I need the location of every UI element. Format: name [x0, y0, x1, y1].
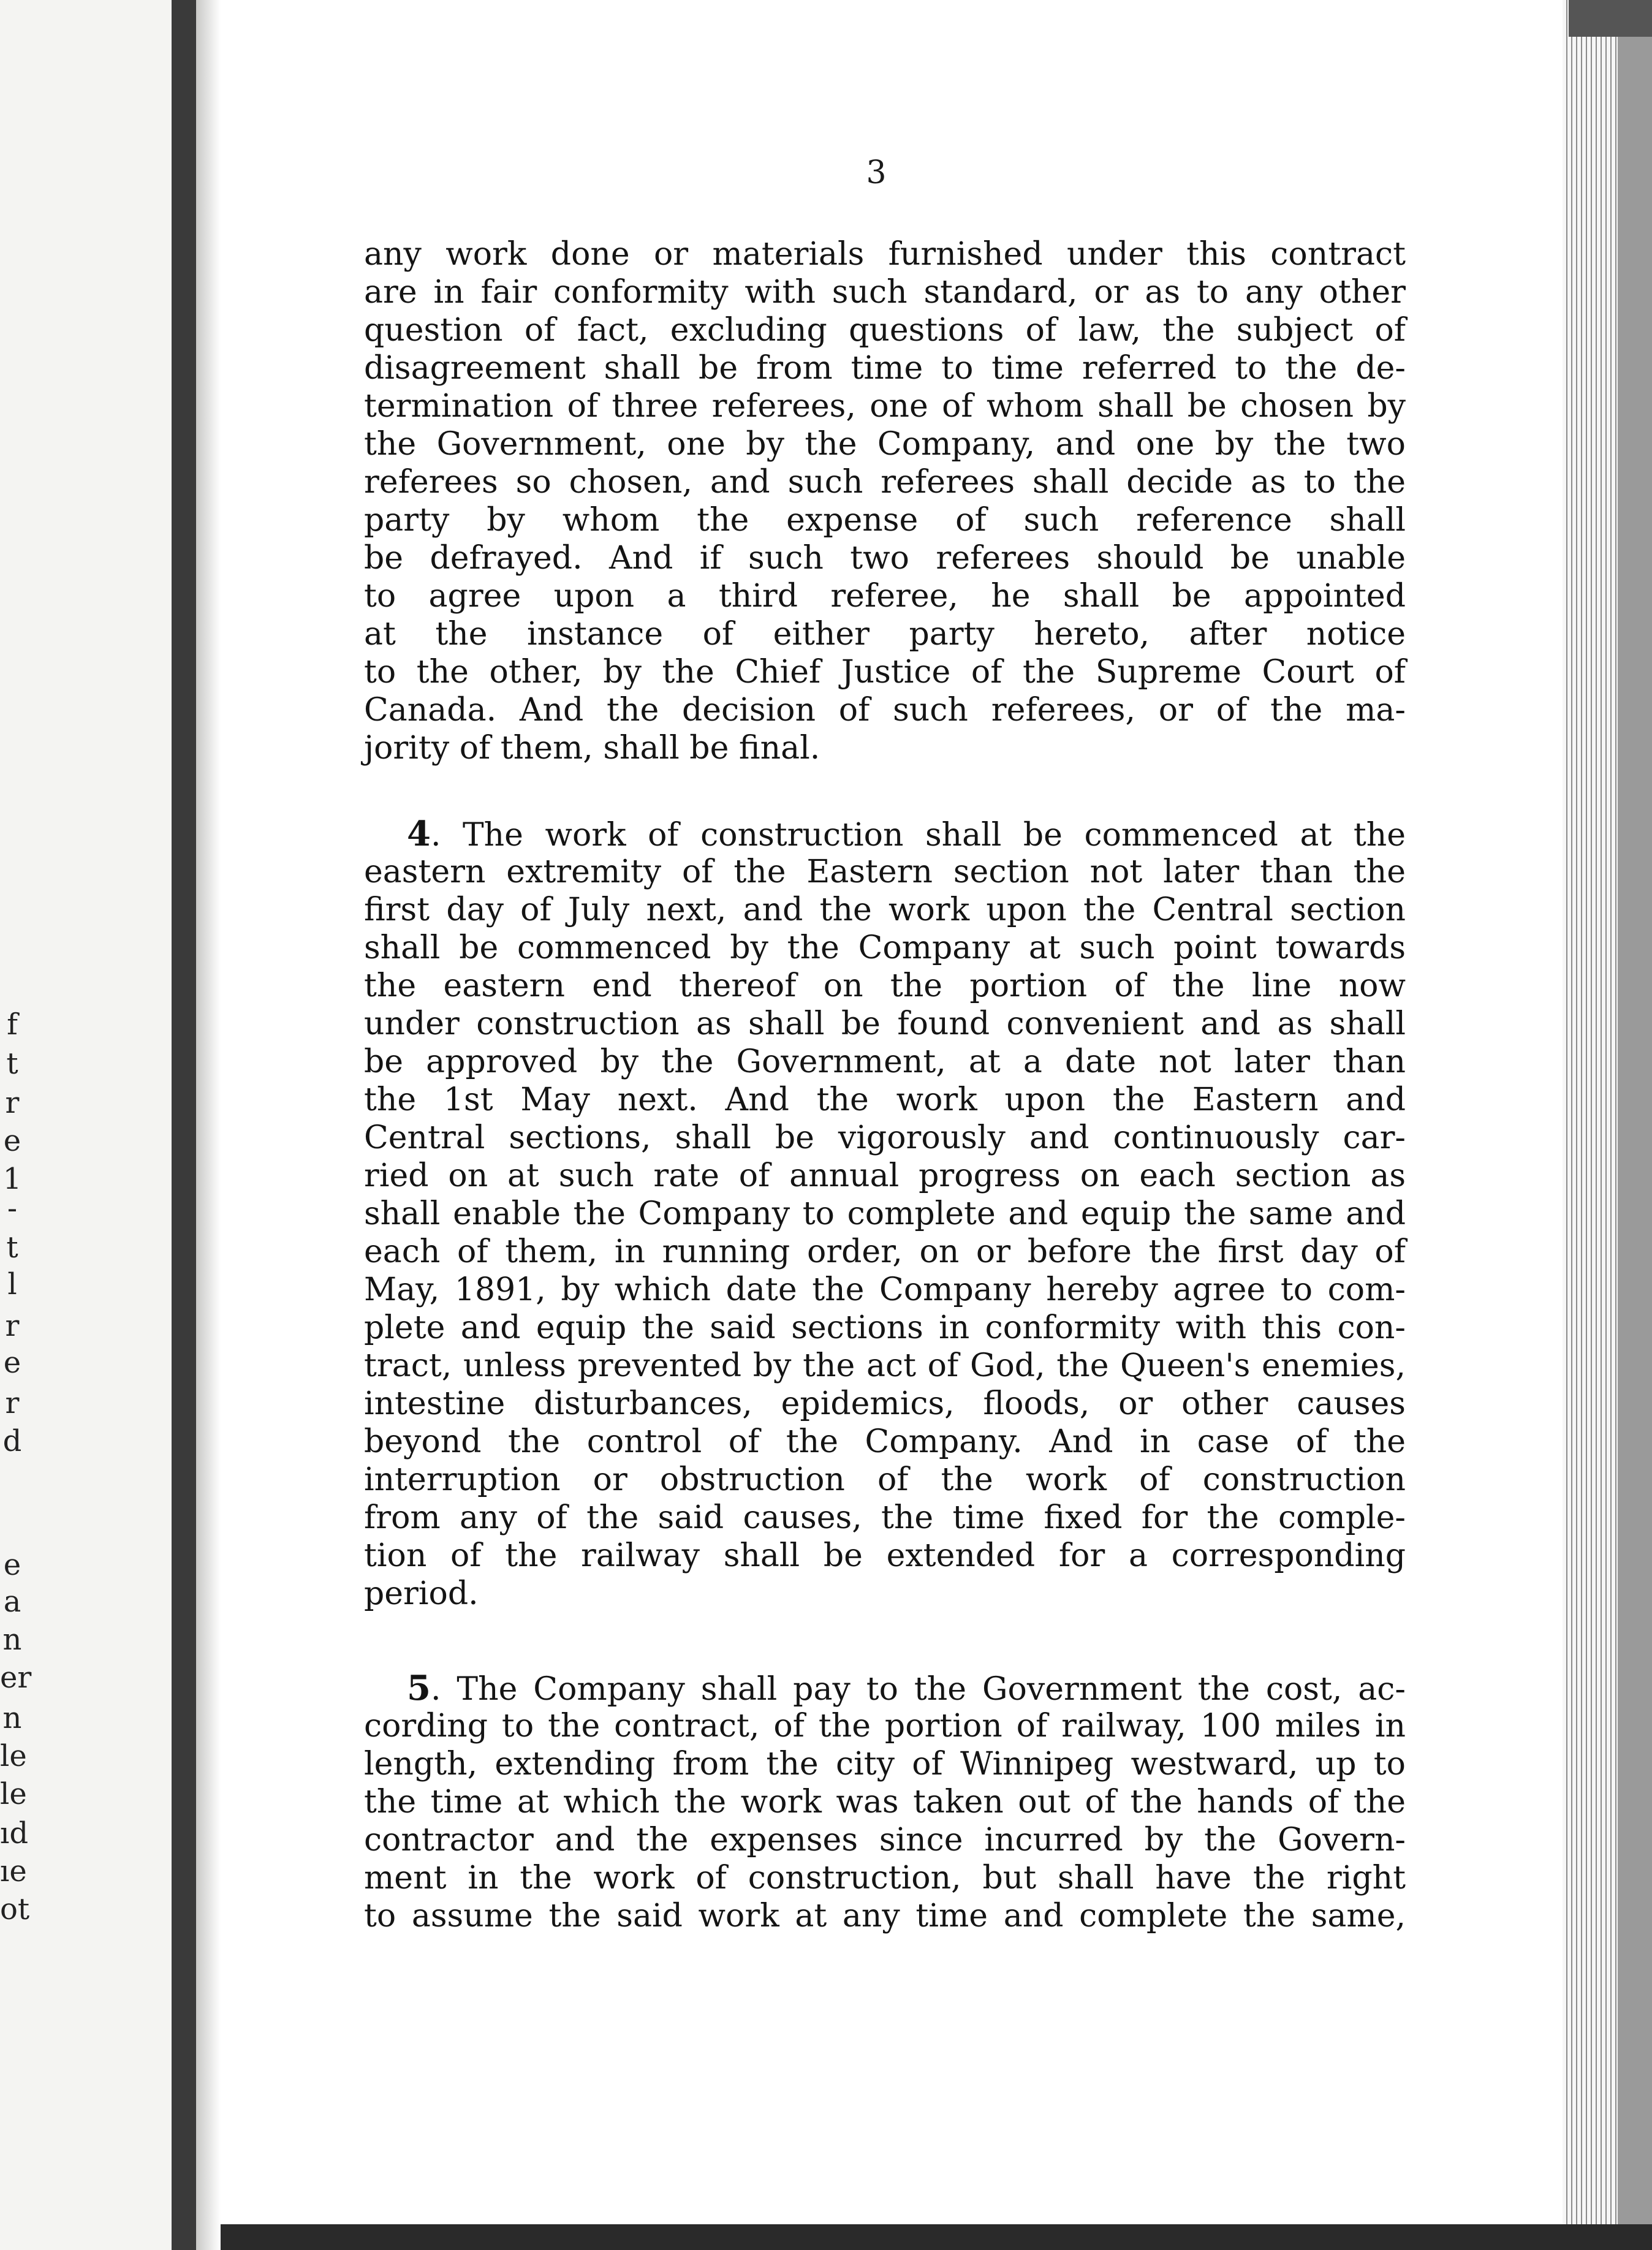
scan-border-top: [1569, 0, 1652, 37]
margin-fragment: ot: [0, 1892, 30, 1926]
margin-fragment: t: [6, 1230, 18, 1265]
text-line: May, 1891, by which date the Company hereby agree to com-: [364, 1271, 1406, 1308]
margin-fragment: 1: [2, 1162, 22, 1196]
page-number: 3: [866, 154, 887, 191]
text-line: under construction as shall be found convenient and as shall: [364, 1006, 1406, 1042]
text-line: are in fair conformity with such standard, or as to any other: [364, 274, 1406, 311]
text-line: ried on at such rate of annual progress on each section as: [364, 1157, 1406, 1194]
margin-fragment: f: [7, 1007, 18, 1042]
scan-border-bottom: [221, 2224, 1652, 2250]
text-line: the Government, one by the Company, and one by the two: [364, 426, 1406, 463]
text-line: cording to the contract, of the portion of railway, 100 miles in: [364, 1708, 1406, 1744]
text-line: each of them, in running order, on or before the first day of: [364, 1233, 1406, 1270]
margin-fragment: n: [2, 1701, 22, 1735]
text-line: contractor and the expenses since incurred by the Govern-: [364, 1822, 1406, 1858]
text-line: eastern extremity of the Eastern section not later than the: [364, 854, 1406, 890]
section-4-paragraph: [364, 815, 1406, 1613]
text-line: party by whom the expense of such reference shall: [364, 502, 1406, 539]
text-line: shall enable the Company to complete and equip the same and: [364, 1195, 1406, 1232]
margin-fragment: r: [5, 1386, 20, 1420]
text-line: the time at which the work was taken out of the hands of the: [364, 1784, 1406, 1820]
text-line: plete and equip the said sections in conformity with this con-: [364, 1309, 1406, 1346]
text-line: to agree upon a third referee, he shall be appointed: [364, 578, 1406, 615]
margin-fragment: ıd: [0, 1816, 29, 1850]
section-5-paragraph: [364, 1669, 1406, 1935]
section-number: 4: [407, 814, 431, 854]
text-line: to the other, by the Chief Justice of the Supreme Court of: [364, 654, 1406, 691]
margin-fragment: e: [3, 1346, 21, 1380]
text-line: from any of the said causes, the time fixed for the comple-: [364, 1499, 1406, 1536]
text-line: [364, 1669, 1406, 1707]
facing-page-text-fragments: [0, 0, 172, 2250]
margin-fragment: e: [3, 1124, 21, 1158]
section-number: 5: [407, 1668, 431, 1708]
text-line: referees so chosen, and such referees shall decide as to the: [364, 464, 1406, 501]
text-line: the eastern end thereof on the portion of the line now: [364, 968, 1406, 1004]
page-stack-shadow: [1618, 0, 1652, 2250]
text-line: ment in the work of construction, but shall have the right: [364, 1860, 1406, 1896]
text-line: [364, 815, 1406, 853]
text-line: tion of the railway shall be extended for a corresponding: [364, 1537, 1406, 1574]
margin-fragment: r: [5, 1086, 20, 1120]
text-line: termination of three referees, one of whom shall be chosen by: [364, 388, 1406, 425]
margin-fragment: t: [6, 1047, 18, 1081]
text-line: Canada. And the decision of such referees, or of the ma-: [364, 692, 1406, 729]
margin-fragment: -: [7, 1191, 18, 1225]
text-line: be defrayed. And if such two referees should be unable: [364, 540, 1406, 577]
text-line: to assume the said work at any time and complete the same,: [364, 1898, 1406, 1934]
text-line: jority of them, shall be final.: [364, 730, 820, 767]
text-line: tract, unless prevented by the act of God, the Queen's enemies,: [364, 1347, 1406, 1384]
text-line: shall be commenced by the Company at such point towards: [364, 930, 1406, 966]
text-line-body: . The Company shall pay to the Government the cost, ac-: [430, 1671, 1406, 1708]
margin-fragment: l: [7, 1267, 17, 1301]
margin-fragment: n: [2, 1623, 22, 1657]
text-line: any work done or materials furnished under this contract: [364, 236, 1406, 273]
text-line: beyond the control of the Company. And in case of the: [364, 1423, 1406, 1460]
text-line: at the instance of either party hereto, after notice: [364, 616, 1406, 653]
text-line: period.: [364, 1575, 479, 1612]
text-line: Central sections, shall be vigorously and continuously car-: [364, 1119, 1406, 1156]
margin-fragment: le: [0, 1777, 27, 1811]
text-line: interruption or obstruction of the work of construction: [364, 1461, 1406, 1498]
margin-fragment: r: [5, 1309, 20, 1343]
gutter-shadow: [196, 0, 221, 2250]
text-line: length, extending from the city of Winnipeg westward, up to: [364, 1746, 1406, 1782]
text-line: first day of July next, and the work upon the Central section: [364, 892, 1406, 928]
margin-fragment: er: [0, 1661, 32, 1695]
book-gutter: [172, 0, 196, 2250]
paragraph-continuation: [364, 235, 1406, 767]
margin-fragment: d: [2, 1424, 22, 1458]
text-line: be approved by the Government, at a date not later than: [364, 1044, 1406, 1080]
text-line-body: . The work of construction shall be commenced at the: [430, 817, 1406, 854]
text-line: question of fact, excluding questions of law, the subject of: [364, 312, 1406, 349]
margin-fragment: le: [0, 1739, 27, 1773]
text-line: the 1st May next. And the work upon the Eastern and: [364, 1081, 1406, 1118]
text-line: intestine disturbances, epidemics, floods, or other causes: [364, 1385, 1406, 1422]
text-line: disagreement shall be from time to time referred to the de-: [364, 350, 1406, 387]
margin-fragment: ıe: [0, 1854, 27, 1888]
margin-fragment: a: [3, 1585, 21, 1619]
margin-fragment: e: [3, 1548, 21, 1582]
